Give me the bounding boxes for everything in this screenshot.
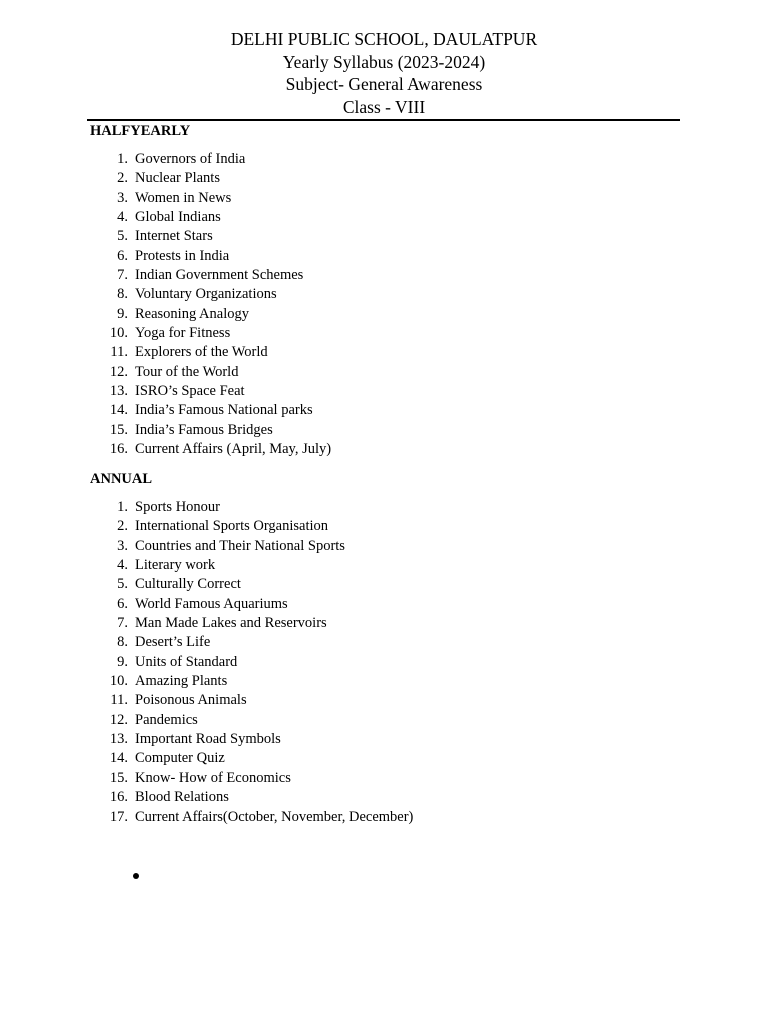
list-item-number: 8.	[117, 634, 128, 651]
header-divider	[87, 119, 680, 121]
list-item-text: Literary work	[135, 557, 216, 574]
list-item-number: 8.	[117, 286, 128, 303]
list-item-number: 10.	[109, 325, 128, 342]
list-item-text: Man Made Lakes and Reservoirs	[135, 615, 327, 632]
list-item-number: 16.	[109, 789, 128, 806]
list-item-text: Important Road Symbols	[135, 731, 281, 748]
list-item-text: Amazing Plants	[135, 673, 228, 690]
list-item-text: Yoga for Fitness	[135, 325, 231, 342]
list-item-number: 3.	[117, 537, 128, 554]
list-item-text: Voluntary Organizations	[135, 286, 277, 303]
list-item-text: Culturally Correct	[135, 576, 241, 593]
list-item-text: Indian Government Schemes	[135, 267, 304, 284]
list-item-text: Poisonous Animals	[135, 692, 247, 709]
empty-bullet-point	[133, 873, 139, 879]
annual-heading: ANNUAL	[90, 471, 153, 487]
list-item-number: 11.	[110, 344, 128, 361]
list-item-text: Computer Quiz	[135, 750, 225, 767]
list-item-number: 1.	[117, 499, 128, 515]
list-item-text: Reasoning Analogy	[135, 305, 249, 322]
list-item-number: 4.	[117, 557, 128, 574]
halfyearly-heading: HALFYEARLY	[90, 123, 191, 139]
list-item-text: Desert’s Life	[135, 634, 211, 651]
list-item-number: 11.	[110, 692, 128, 709]
list-item-text: Current Affairs(October, November, December)	[135, 808, 414, 825]
list-item-text: World Famous Aquariums	[135, 595, 288, 612]
list-item-number: 12.	[109, 711, 128, 728]
list-item-number: 3.	[117, 189, 128, 206]
list-item-text: Nuclear Plants	[135, 170, 220, 187]
list-item-number: 13.	[109, 383, 128, 400]
list-item-number: 2.	[117, 518, 128, 535]
list-item-text: Explorers of the World	[135, 344, 268, 361]
class-line: Class - VIII	[342, 96, 426, 117]
list-item-number: 5.	[117, 228, 128, 245]
list-item-number: 6.	[117, 595, 128, 612]
list-item-number: 13.	[109, 731, 128, 748]
list-item-text: Sports Honour	[135, 499, 220, 515]
list-item-text: Protests in India	[135, 247, 230, 264]
list-item-number: 1.	[117, 151, 128, 167]
list-item-number: 15.	[109, 421, 128, 438]
list-item-number: 12.	[109, 363, 128, 380]
list-item-text: Blood Relations	[135, 789, 229, 806]
list-item-text: Women in News	[135, 189, 232, 206]
list-item-text: Global Indians	[135, 209, 221, 226]
list-item-text: Know- How of Economics	[135, 769, 291, 786]
list-item-number: 10.	[109, 673, 128, 690]
list-item-number: 9.	[117, 653, 128, 670]
list-item-number: 17.	[109, 808, 128, 825]
list-item-text: Internet Stars	[135, 228, 213, 245]
list-item-number: 4.	[117, 209, 128, 226]
list-item-text: Governors of India	[135, 151, 246, 167]
list-item-text: India’s Famous National parks	[135, 402, 313, 419]
list-item-number: 2.	[117, 170, 128, 187]
list-item-number: 7.	[117, 267, 128, 284]
school-name: DELHI PUBLIC SCHOOL, DAULATPUR	[230, 29, 538, 49]
list-item-number: 6.	[117, 247, 128, 264]
list-item-text: Countries and Their National Sports	[135, 537, 345, 554]
list-item-text: Pandemics	[135, 711, 198, 728]
list-item-number: 9.	[117, 305, 128, 322]
list-item-number: 14.	[109, 402, 128, 419]
list-item-number: 5.	[117, 576, 128, 593]
list-item-number: 7.	[117, 615, 128, 632]
list-item-number: 16.	[109, 441, 128, 458]
syllabus-title: Yearly Syllabus (2023-2024)	[282, 51, 486, 72]
list-item-text: ISRO’s Space Feat	[135, 383, 245, 400]
list-item-number: 15.	[109, 769, 128, 786]
list-item-text: Tour of the World	[135, 363, 239, 380]
list-item-text: International Sports Organisation	[135, 518, 329, 535]
list-item-text: Units of Standard	[135, 653, 238, 670]
list-item-text: India’s Famous Bridges	[135, 421, 273, 438]
subject-line: Subject- General Awareness	[285, 74, 483, 94]
document-header	[0, 28, 768, 118]
list-item-number: 14.	[109, 750, 128, 767]
list-item-text: Current Affairs (April, May, July)	[135, 441, 332, 458]
